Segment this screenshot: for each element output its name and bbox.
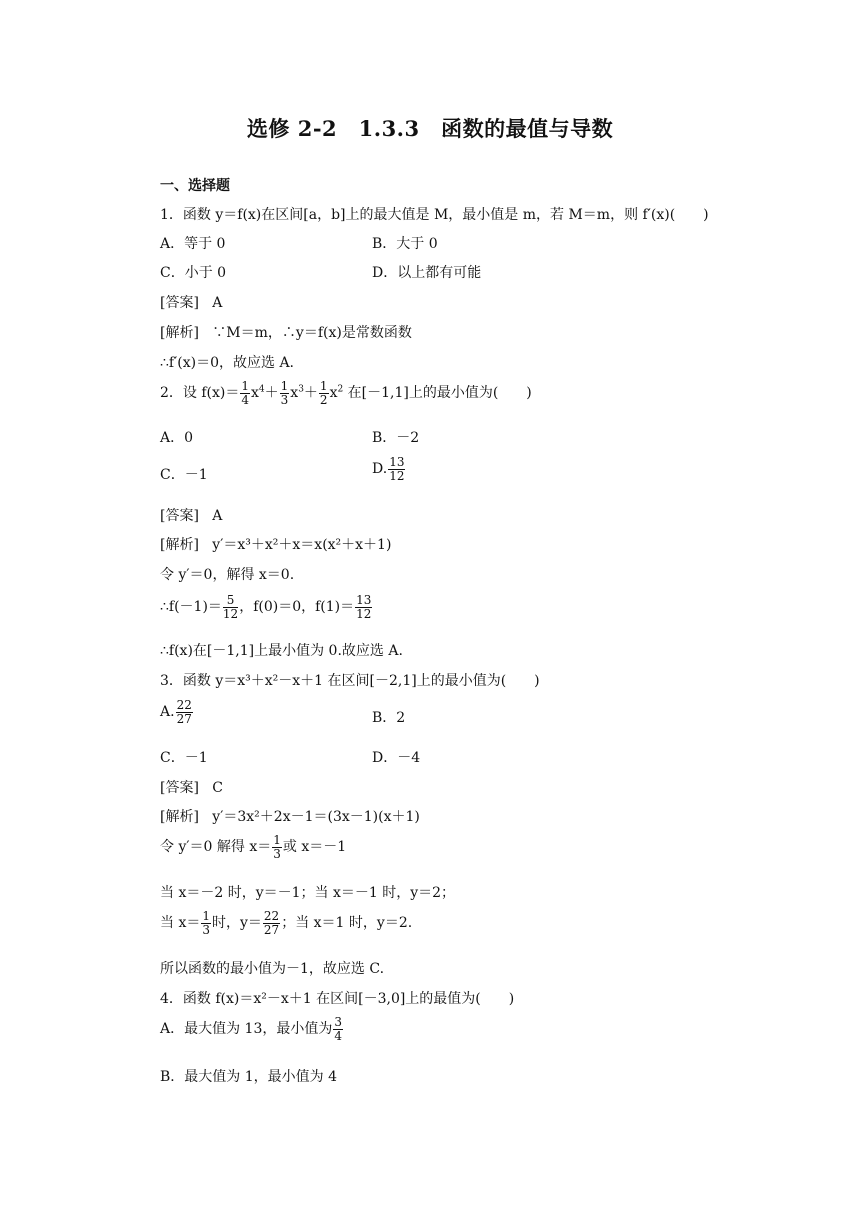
- q3-option-c: C．－1: [160, 750, 208, 766]
- fraction-one-third: $\frac{1}{3}$: [280, 379, 289, 407]
- q2-options-row1: [160, 427, 420, 447]
- q3-option-b: B．2: [372, 710, 406, 726]
- q1-options-row2: [160, 262, 482, 282]
- q2-stem: 2．设 f(x)＝ $\frac{1}{4}$ $x^4+$ $\frac{1}{3}$ $x^3+$ $\frac{1}{2}$ $x^2$ 在[－1,1]上的最小值为( ): [160, 379, 532, 407]
- q2-analysis-3: ∴f(－1)＝ $\frac{5}{12}$ ，f(0)＝0，f(1)＝ $\frac{13}{12}$: [160, 593, 372, 621]
- q1-options-row1: [160, 233, 438, 253]
- fraction-one-third: $\frac{1}{3}$: [273, 833, 281, 861]
- q1-option-c: C．小于 0: [160, 265, 227, 281]
- q2-option-c: C．－1: [160, 467, 208, 483]
- q3-options-row1: [160, 698, 406, 726]
- fraction-one-fourth: $\frac{1}{4}$: [241, 379, 249, 407]
- fraction-one-half: $\frac{1}{2}$: [319, 379, 328, 407]
- q1-option-d: D．以上都有可能: [372, 265, 482, 281]
- section-heading: 一、选择题: [160, 178, 230, 194]
- q3-analysis-5: 所以函数的最小值为－1，故应选 C.: [160, 961, 385, 977]
- q3-analysis-3: 当 x＝－2 时，y＝－1；当 x＝－1 时，y＝2；: [160, 885, 456, 901]
- q2-analysis-2: 令 y′＝0，解得 x＝0.: [160, 567, 295, 583]
- q3-answer: [答案] C: [160, 780, 224, 796]
- q2-answer: [答案] A: [160, 508, 223, 524]
- q3-analysis-1: [解析] y′＝3x²＋2x－1＝(3x－1)(x＋1): [160, 809, 420, 825]
- q2-option-d: D. $\frac{13}{12}$: [372, 455, 405, 483]
- q4-stem: 4．函数 f(x)＝x²－x＋1 在区间[－3,0]上的最值为( ): [160, 991, 515, 1007]
- fraction-twentytwo-twentysevenths: $\frac{22}{27}$: [263, 909, 280, 937]
- q1-stem: 1．函数 y＝f(x)在区间[a，b]上的最大值是 M，最小值是 m，若 M＝m，则 f′(x)( ): [160, 207, 709, 223]
- fraction-five-twelfths: $\frac{5}{12}$: [222, 593, 239, 621]
- q3-option-a: A. $\frac{22}{27}$: [160, 698, 192, 726]
- q1-analysis-2: ∴f′(x)＝0，故应选 A.: [160, 355, 295, 371]
- q3-options-row2: [160, 747, 421, 767]
- fraction-three-fourths: $\frac{3}{4}$: [334, 1015, 343, 1043]
- q2-analysis-1: [解析] y′＝x³＋x²＋x＝x(x²＋x＋1): [160, 537, 392, 553]
- q2-answer-value: A: [212, 508, 223, 524]
- q1-option-a: A．等于 0: [160, 236, 226, 252]
- q4-option-a: A．最大值为 13，最小值为 $\frac{3}{4}$: [160, 1015, 343, 1043]
- answer-label: [答案]: [160, 295, 199, 311]
- q3-option-d: D．－4: [372, 750, 421, 766]
- q1-analysis-text: ∵M＝m，∴y＝f(x)是常数函数: [212, 325, 412, 341]
- q2-option-a: A．0: [160, 430, 194, 446]
- fraction-thirteen-twelfths: $\frac{13}{12}$: [356, 593, 372, 621]
- q4-option-b: B．最大值为 1，最小值为 4: [160, 1069, 338, 1085]
- q1-answer-value: A: [212, 295, 223, 311]
- q3-analysis-2: 令 y′＝0 解得 x＝ $\frac{1}{3}$ 或 x＝－1: [160, 833, 347, 861]
- page-title: 选修 2-2 1.3.3 函数的最值与导数: [246, 116, 614, 141]
- q3-answer-value: C: [212, 780, 224, 796]
- q3-stem: 3．函数 y＝x³＋x²－x＋1 在区间[－2,1]上的最小值为( ): [160, 673, 540, 689]
- fraction-one-third: $\frac{1}{3}$: [202, 909, 210, 937]
- q1-answer: [160, 292, 222, 312]
- q2-option-b: B．－2: [372, 430, 420, 446]
- q1-analysis-1: [160, 322, 412, 342]
- analysis-label: [解析]: [160, 325, 199, 341]
- q2-analysis-4: ∴f(x)在[－1,1]上最小值为 0.故应选 A.: [160, 643, 403, 659]
- fraction-twentytwo-twentysevenths: $\frac{22}{27}$: [176, 698, 192, 726]
- q2-options-row2: [160, 455, 405, 483]
- q1-option-b: B．大于 0: [372, 236, 438, 252]
- q3-analysis-4: 当 x＝ $\frac{1}{3}$ 时，y＝ $\frac{22}{27}$ ；当 x＝1 时，y＝2.: [160, 909, 413, 937]
- fraction-thirteen-twelfths: $\frac{13}{12}$: [389, 455, 405, 483]
